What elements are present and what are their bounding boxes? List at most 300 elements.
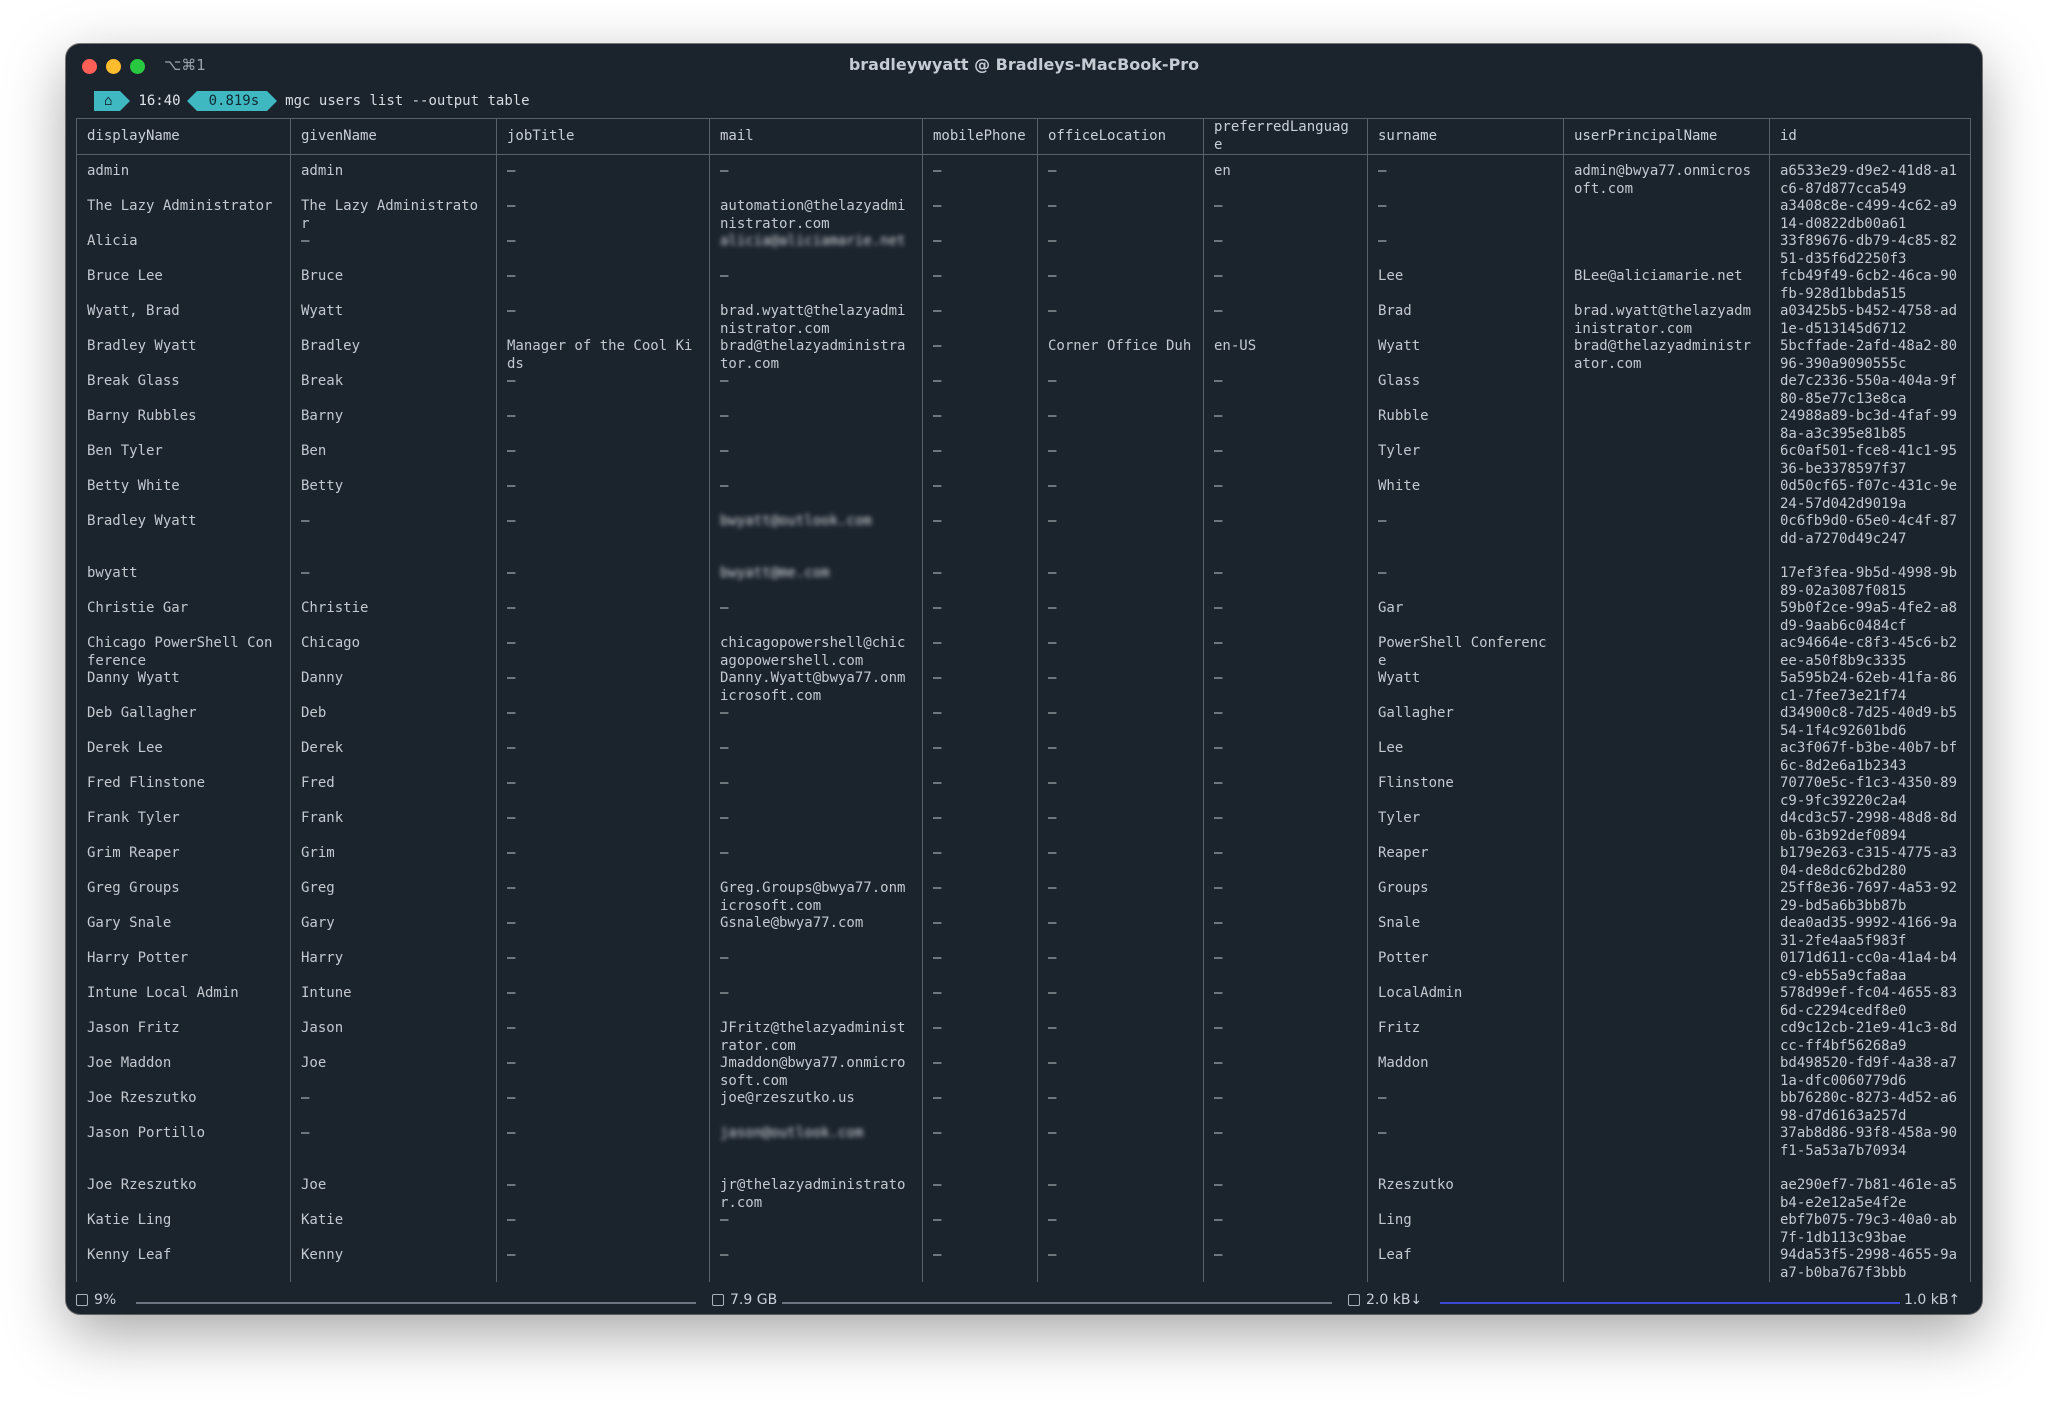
cell-officeLocation: – [1038,775,1204,810]
tab-shortcut: ⌥⌘1 [164,56,206,74]
cell-userPrincipalName [1564,1125,1770,1177]
net-down-value: 2.0 kB↓ [1366,1292,1423,1308]
cell-jobTitle: – [497,198,710,233]
cell-mobilePhone: – [923,338,1038,373]
cell-officeLocation: – [1038,635,1204,670]
cell-id: ac3f067f-b3be-40b7-bf6c-8d2e6a1b2343 [1770,740,1971,775]
cell-mobilePhone: – [923,880,1038,915]
cell-preferredLanguage: – [1204,565,1368,600]
cell-surname: PowerShell Conference [1368,635,1564,670]
spacer-cell [1564,155,1770,164]
table-row [77,600,1971,635]
cell-jobTitle: – [497,1055,710,1090]
cell-surname: Leaf [1368,1247,1564,1282]
cell-givenName: Katie [291,1212,497,1247]
table-row [77,338,1971,373]
cpu-sparkline [136,1302,696,1304]
table-row [77,565,1971,600]
cell-displayName: Intune Local Admin [77,985,291,1020]
table-row [77,1247,1971,1282]
cell-mobilePhone: – [923,810,1038,845]
cell-surname: – [1368,163,1564,198]
spacer-cell [77,155,291,164]
cell-givenName: Danny [291,670,497,705]
cell-preferredLanguage: – [1204,513,1368,565]
cell-id: bb76280c-8273-4d52-a698-d7d6163a257d [1770,1090,1971,1125]
cell-preferredLanguage: – [1204,950,1368,985]
cell-mail: – [710,373,923,408]
cell-mobilePhone: – [923,740,1038,775]
spacer-cell [1368,155,1564,164]
memory-icon [712,1294,724,1306]
cell-jobTitle: – [497,513,710,565]
cell-id: b179e263-c315-4775-a304-de8dc62bd280 [1770,845,1971,880]
cell-surname: – [1368,513,1564,565]
cell-jobTitle: – [497,1020,710,1055]
cell-surname: Rubble [1368,408,1564,443]
table-row [77,740,1971,775]
spacer-cell [291,155,497,164]
table-row [77,513,1971,565]
cell-id: 578d99ef-fc04-4655-836d-c2294cedf8e0 [1770,985,1971,1020]
cell-surname: Potter [1368,950,1564,985]
table-row [77,670,1971,705]
cell-officeLocation: – [1038,1212,1204,1247]
table-row [77,1177,1971,1212]
cell-userPrincipalName [1564,670,1770,705]
cell-mobilePhone: – [923,233,1038,268]
cell-jobTitle: – [497,705,710,740]
cell-givenName: Jason [291,1020,497,1055]
table-row [77,443,1971,478]
cell-jobTitle: – [497,233,710,268]
cell-preferredLanguage: – [1204,443,1368,478]
cell-id: 70770e5c-f1c3-4350-89c9-9fc39220c2a4 [1770,775,1971,810]
cell-mobilePhone: – [923,373,1038,408]
cell-givenName: Bradley [291,338,497,373]
cell-mobilePhone: – [923,845,1038,880]
cell-mobilePhone: – [923,198,1038,233]
cell-mail: automation@thelazyadministrator.com [710,198,923,233]
cell-surname: Lee [1368,740,1564,775]
cell-displayName: Ben Tyler [77,443,291,478]
cell-officeLocation: – [1038,1020,1204,1055]
cell-mail: – [710,408,923,443]
cell-id: 94da53f5-2998-4655-9aa7-b0ba767f3bbb [1770,1247,1971,1282]
cell-mail: – [710,268,923,303]
cell-displayName: Bradley Wyatt [77,338,291,373]
cell-mobilePhone: – [923,478,1038,513]
cell-jobTitle: – [497,810,710,845]
cell-givenName: – [291,565,497,600]
cell-userPrincipalName [1564,845,1770,880]
cell-userPrincipalName [1564,233,1770,268]
column-header-id: id [1770,119,1971,155]
cell-displayName: Frank Tyler [77,810,291,845]
cell-mobilePhone: – [923,705,1038,740]
cell-givenName: Joe [291,1055,497,1090]
cell-preferredLanguage: – [1204,233,1368,268]
cell-mail: – [710,950,923,985]
cell-surname: – [1368,1125,1564,1177]
cell-id: bd498520-fd9f-4a38-a71a-dfc0060779d6 [1770,1055,1971,1090]
cell-mobilePhone: – [923,915,1038,950]
column-header-displayName: displayName [77,119,291,155]
cell-givenName: admin [291,163,497,198]
cell-surname: Gar [1368,600,1564,635]
cell-givenName: Fred [291,775,497,810]
cell-mail: – [710,740,923,775]
cpu-stat [76,1292,116,1308]
cell-preferredLanguage: – [1204,670,1368,705]
cell-jobTitle: – [497,740,710,775]
cell-preferredLanguage: – [1204,810,1368,845]
cell-id: 37ab8d86-93f8-458a-90f1-5a53a7b70934 [1770,1125,1971,1177]
cell-officeLocation: – [1038,443,1204,478]
cell-displayName: Deb Gallagher [77,705,291,740]
cell-mobilePhone: – [923,163,1038,198]
table-row [77,705,1971,740]
table-row [77,915,1971,950]
cell-userPrincipalName [1564,740,1770,775]
command-text: mgc users list --output table [285,93,530,109]
cell-officeLocation: – [1038,950,1204,985]
column-header-userPrincipalName: userPrincipalName [1564,119,1770,155]
cell-preferredLanguage: – [1204,775,1368,810]
cell-mail: joe@rzeszutko.us [710,1090,923,1125]
table-row [77,163,1971,198]
cell-mobilePhone: – [923,1125,1038,1177]
cell-userPrincipalName [1564,408,1770,443]
cell-mail: Greg.Groups@bwya77.onmicrosoft.com [710,880,923,915]
cell-preferredLanguage: – [1204,1177,1368,1212]
table-spacer-row [77,155,1971,164]
cell-displayName: Joe Maddon [77,1055,291,1090]
cell-mobilePhone: – [923,513,1038,565]
cell-userPrincipalName [1564,1247,1770,1282]
cell-jobTitle: – [497,373,710,408]
cell-officeLocation: – [1038,373,1204,408]
cell-displayName: Jason Portillo [77,1125,291,1177]
cell-preferredLanguage: – [1204,408,1368,443]
cell-displayName: Fred Flinstone [77,775,291,810]
cell-givenName: Deb [291,705,497,740]
cell-surname: Tyler [1368,810,1564,845]
cell-userPrincipalName [1564,1055,1770,1090]
cell-id: fcb49f49-6cb2-46ca-90fb-928d1bbda515 [1770,268,1971,303]
cell-givenName: Frank [291,810,497,845]
cell-userPrincipalName [1564,198,1770,233]
cell-givenName: Kenny [291,1247,497,1282]
cell-preferredLanguage: – [1204,635,1368,670]
cell-displayName: Chicago PowerShell Conference [77,635,291,670]
cell-userPrincipalName [1564,985,1770,1020]
table-row [77,845,1971,880]
cell-mail: bwyatt@outlook.com [710,513,923,565]
cell-displayName: Joe Rzeszutko [77,1090,291,1125]
table-row [77,880,1971,915]
cell-mobilePhone: – [923,1247,1038,1282]
cell-preferredLanguage: en-US [1204,338,1368,373]
cell-givenName: – [291,1090,497,1125]
table-row [77,373,1971,408]
apple-icon [80,91,92,111]
column-header-givenName: givenName [291,119,497,155]
cell-mobilePhone: – [923,1020,1038,1055]
cell-preferredLanguage: – [1204,268,1368,303]
cell-jobTitle: – [497,670,710,705]
column-header-preferredLanguage: preferredLanguage [1204,119,1368,155]
cell-surname: – [1368,233,1564,268]
cell-jobTitle: – [497,880,710,915]
table-header-row [77,119,1971,155]
cell-displayName: Wyatt, Brad [77,303,291,338]
cell-officeLocation: – [1038,845,1204,880]
cell-officeLocation: – [1038,985,1204,1020]
cell-surname: Tyler [1368,443,1564,478]
column-header-jobTitle: jobTitle [497,119,710,155]
cell-mail: – [710,845,923,880]
cell-officeLocation: – [1038,600,1204,635]
cell-id: 0171d611-cc0a-41a4-b4c9-eb55a9cfa8aa [1770,950,1971,985]
cell-mail: – [710,810,923,845]
cell-givenName: – [291,1125,497,1177]
cell-mail: jason@outlook.com [710,1125,923,1177]
column-header-surname: surname [1368,119,1564,155]
cell-preferredLanguage: – [1204,705,1368,740]
cell-displayName: Kenny Leaf [77,1247,291,1282]
cell-officeLocation: – [1038,303,1204,338]
cell-jobTitle: – [497,1177,710,1212]
cell-officeLocation: – [1038,565,1204,600]
cell-mobilePhone: – [923,1177,1038,1212]
table-row [77,478,1971,513]
table-row [77,775,1971,810]
network-sparkline [1440,1302,1900,1304]
cell-displayName: Jason Fritz [77,1020,291,1055]
cell-preferredLanguage: – [1204,880,1368,915]
cell-id: ae290ef7-7b81-461e-a5b4-e2e12a5e4f2e [1770,1177,1971,1212]
cell-givenName: Christie [291,600,497,635]
cell-mail: – [710,1212,923,1247]
table-row [77,1212,1971,1247]
cell-displayName: Bradley Wyatt [77,513,291,565]
cell-givenName: Grim [291,845,497,880]
cell-mail: – [710,985,923,1020]
cell-preferredLanguage: – [1204,985,1368,1020]
spacer-cell [710,155,923,164]
cell-id: 33f89676-db79-4c85-8251-d35f6d2250f3 [1770,233,1971,268]
cell-preferredLanguage: – [1204,478,1368,513]
cell-surname: White [1368,478,1564,513]
cell-mail: chicagopowershell@chicagopowershell.com [710,635,923,670]
cell-jobTitle: – [497,985,710,1020]
cell-mobilePhone: – [923,1212,1038,1247]
cell-jobTitle: – [497,1212,710,1247]
cell-displayName: Break Glass [77,373,291,408]
cell-officeLocation: – [1038,740,1204,775]
table-row [77,1125,1971,1177]
cell-officeLocation: – [1038,198,1204,233]
network-icon [1348,1294,1360,1306]
title-bar [66,44,1982,88]
cell-userPrincipalName [1564,705,1770,740]
cell-jobTitle: – [497,163,710,198]
cell-id: a03425b5-b452-4758-ad1e-d513145d6712 [1770,303,1971,338]
cell-preferredLanguage: – [1204,303,1368,338]
cell-preferredLanguage: – [1204,198,1368,233]
spacer-cell [497,155,710,164]
cell-mail: alicia@aliciamarie.net [710,233,923,268]
cell-preferredLanguage: – [1204,1020,1368,1055]
cell-id: d4cd3c57-2998-48d8-8d0b-63b92def0894 [1770,810,1971,845]
cell-officeLocation: – [1038,915,1204,950]
cell-givenName: Intune [291,985,497,1020]
cell-mail: – [710,443,923,478]
prompt-duration: 0.819s [197,91,268,111]
cell-id: a3408c8e-c499-4c62-a914-d0822db00a61 [1770,198,1971,233]
terminal-window [66,44,1982,1314]
cell-jobTitle: – [497,478,710,513]
cell-displayName: Bruce Lee [77,268,291,303]
net-up-stat [1904,1292,1960,1308]
cell-officeLocation: – [1038,1247,1204,1282]
cell-mobilePhone: – [923,443,1038,478]
cell-jobTitle: – [497,775,710,810]
table-row [77,1055,1971,1090]
cell-jobTitle: – [497,303,710,338]
cell-mobilePhone: – [923,775,1038,810]
cell-mail: Gsnale@bwya77.com [710,915,923,950]
cell-jobTitle: – [497,1125,710,1177]
cell-officeLocation: – [1038,408,1204,443]
cell-userPrincipalName [1564,635,1770,670]
cell-jobTitle: – [497,600,710,635]
table-row [77,233,1971,268]
cell-mail: Danny.Wyatt@bwya77.onmicrosoft.com [710,670,923,705]
cell-officeLocation: – [1038,1125,1204,1177]
cell-officeLocation: – [1038,1055,1204,1090]
cpu-value: 9% [94,1292,117,1308]
cell-userPrincipalName: brad.wyatt@thelazyadministrator.com [1564,303,1770,338]
cell-userPrincipalName [1564,1177,1770,1212]
cell-mail: – [710,478,923,513]
cell-surname: Wyatt [1368,670,1564,705]
cell-officeLocation: – [1038,705,1204,740]
cell-displayName: Gary Snale [77,915,291,950]
cell-preferredLanguage: – [1204,1212,1368,1247]
cell-givenName: – [291,513,497,565]
cell-userPrincipalName [1564,513,1770,565]
cell-id: 25ff8e36-7697-4a53-9229-bd5a6b3bb87b [1770,880,1971,915]
cell-jobTitle: – [497,915,710,950]
cell-surname: Rzeszutko [1368,1177,1564,1212]
cell-surname: Brad [1368,303,1564,338]
column-header-mobilePhone: mobilePhone [923,119,1038,155]
cell-id: 5bcffade-2afd-48a2-8096-390a9090555c [1770,338,1971,373]
cell-userPrincipalName [1564,1090,1770,1125]
cell-officeLocation: – [1038,163,1204,198]
cell-givenName: Bruce [291,268,497,303]
cell-preferredLanguage: – [1204,845,1368,880]
cpu-icon [76,1294,88,1306]
cell-surname: – [1368,1090,1564,1125]
cell-preferredLanguage: – [1204,1090,1368,1125]
cell-displayName: Christie Gar [77,600,291,635]
cell-mail: – [710,1247,923,1282]
cell-id: 0d50cf65-f07c-431c-9e24-57d042d9019a [1770,478,1971,513]
cell-displayName: admin [77,163,291,198]
cell-mobilePhone: – [923,950,1038,985]
cell-surname: LocalAdmin [1368,985,1564,1020]
cell-givenName: Break [291,373,497,408]
cell-jobTitle: – [497,845,710,880]
memory-sparkline [782,1302,1332,1304]
cell-mobilePhone: – [923,985,1038,1020]
home-icon: ⌂ [94,91,120,111]
spacer-cell [1038,155,1204,164]
cell-mobilePhone: – [923,600,1038,635]
memory-value: 7.9 GB [730,1292,778,1308]
cell-userPrincipalName [1564,373,1770,408]
cell-id: a6533e29-d9e2-41d8-a1c6-87d877cca549 [1770,163,1971,198]
cell-mail: bwyatt@me.com [710,565,923,600]
cell-userPrincipalName [1564,950,1770,985]
cell-preferredLanguage: – [1204,600,1368,635]
cell-id: 5a595b24-62eb-41fa-86c1-7fee73e21f74 [1770,670,1971,705]
cell-officeLocation: – [1038,1177,1204,1212]
net-up-value: 1.0 kB↑ [1904,1292,1961,1308]
cell-mobilePhone: – [923,268,1038,303]
cell-jobTitle: – [497,1247,710,1282]
cell-displayName: Katie Ling [77,1212,291,1247]
cell-surname: Wyatt [1368,338,1564,373]
cell-jobTitle: Manager of the Cool Kids [497,338,710,373]
cell-mobilePhone: – [923,303,1038,338]
cell-preferredLanguage: – [1204,1247,1368,1282]
cell-mobilePhone: – [923,635,1038,670]
cell-userPrincipalName: BLee@aliciamarie.net [1564,268,1770,303]
cell-displayName: Grim Reaper [77,845,291,880]
cell-id: 6c0af501-fce8-41c1-9536-be3378597f37 [1770,443,1971,478]
cell-userPrincipalName [1564,775,1770,810]
column-header-mail: mail [710,119,923,155]
cell-displayName: Danny Wyatt [77,670,291,705]
cell-surname: – [1368,565,1564,600]
table-row [77,985,1971,1020]
cell-officeLocation: – [1038,478,1204,513]
cell-displayName: Alicia [77,233,291,268]
cell-id: 0c6fb9d0-65e0-4c4f-87dd-a7270d49c247 [1770,513,1971,565]
cell-jobTitle: – [497,950,710,985]
cell-mobilePhone: – [923,670,1038,705]
cell-userPrincipalName [1564,880,1770,915]
cell-givenName: Wyatt [291,303,497,338]
table-row [77,198,1971,233]
cell-userPrincipalName [1564,565,1770,600]
cell-id: ac94664e-c8f3-45c6-b2ee-a50f8b9c3335 [1770,635,1971,670]
cell-userPrincipalName [1564,1212,1770,1247]
cell-givenName: The Lazy Administrator [291,198,497,233]
cell-userPrincipalName [1564,600,1770,635]
spacer-cell [1770,155,1971,164]
cell-surname: Gallagher [1368,705,1564,740]
cell-id: 17ef3fea-9b5d-4998-9b89-02a3087f0815 [1770,565,1971,600]
table-row [77,1020,1971,1055]
cell-mail: brad.wyatt@thelazyadministrator.com [710,303,923,338]
table-row [77,635,1971,670]
cell-officeLocation: – [1038,513,1204,565]
